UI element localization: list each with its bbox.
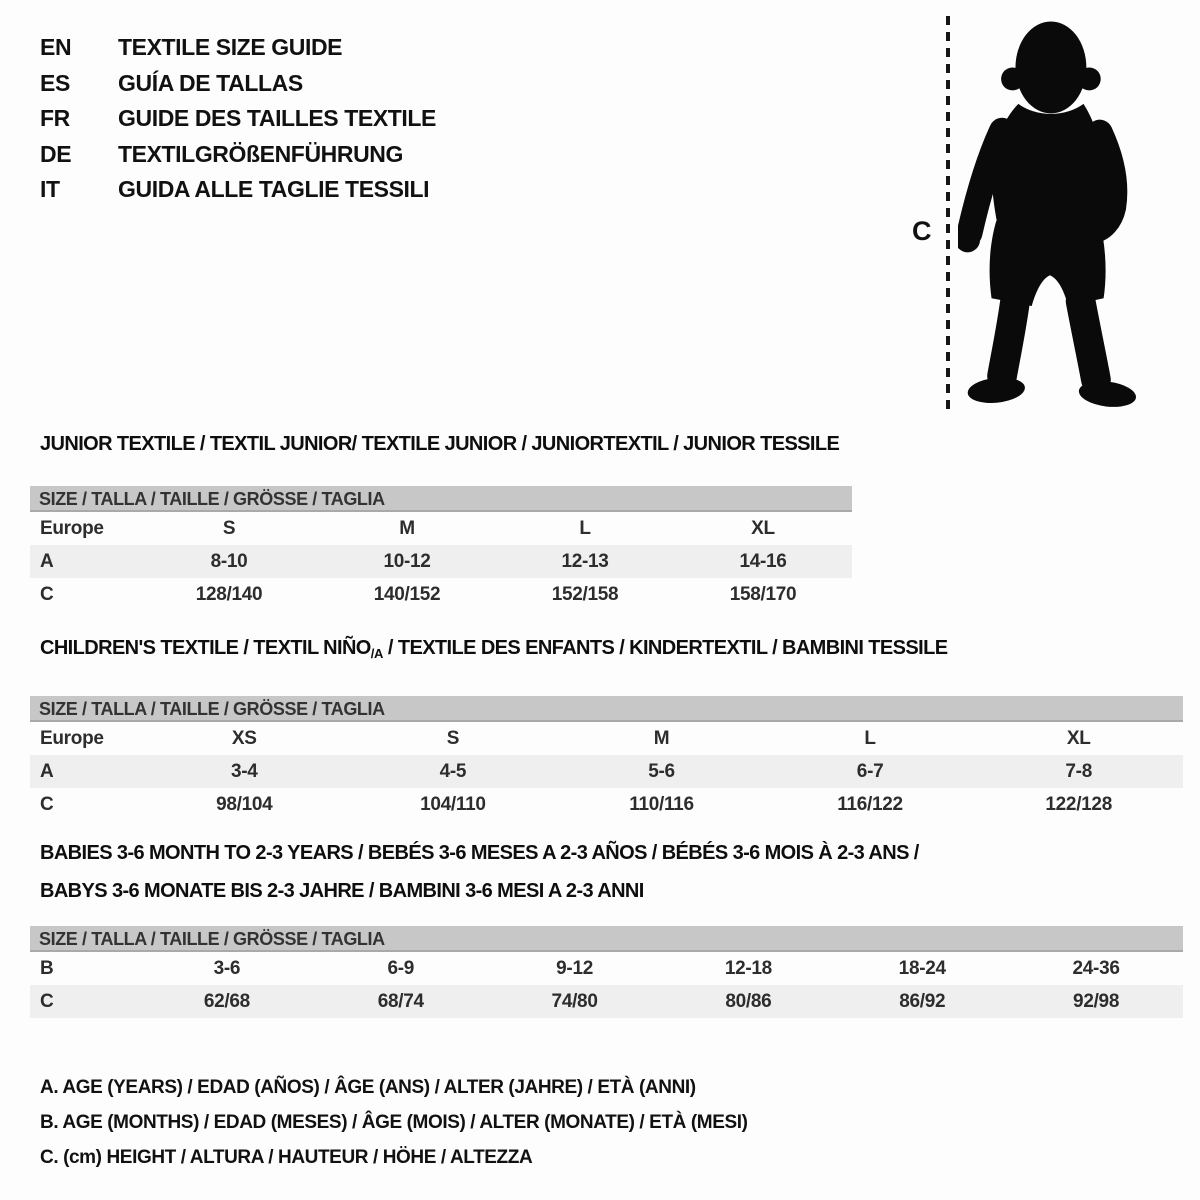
size-value-cell: 116/122	[837, 793, 903, 815]
language-title-row	[40, 172, 436, 208]
size-value-cell: 152/158	[551, 583, 619, 605]
language-guide-title: GUIDE DES TAILLES TEXTILE	[118, 105, 436, 132]
size-value-cell: 98/104	[216, 793, 273, 815]
size-value-cell: 12-18	[724, 957, 772, 979]
size-value-cell: 3-6	[213, 957, 241, 979]
size-value-cell: 6-7	[856, 760, 884, 782]
table-row	[30, 578, 852, 611]
row-label: Europe	[40, 727, 104, 749]
size-header-bar: SIZE / TALLA / TAILLE / GRÖSSE / TAGLIA	[30, 926, 1183, 952]
size-value-cell: 3-4	[231, 760, 258, 782]
size-value-cell: M	[399, 517, 415, 539]
size-value-cell: 74/80	[551, 990, 598, 1012]
size-value-cell: 104/110	[420, 793, 486, 815]
language-code: ES	[40, 69, 70, 96]
size-table	[30, 512, 852, 611]
size-value-cell: 12-13	[561, 550, 609, 572]
size-value-cell: 68/74	[377, 990, 424, 1012]
section-title	[30, 834, 1183, 910]
legend-line-c: C. (cm) HEIGHT / ALTURA / HAUTEUR / HÖHE / ALTEZZA	[40, 1147, 533, 1168]
language-guide-title: TEXTILE SIZE GUIDE	[118, 34, 343, 61]
table-row	[30, 512, 852, 545]
language-guide-title: GUIDA ALLE TAGLIE TESSILI	[118, 176, 430, 203]
height-measure-dashed-line	[946, 16, 950, 414]
size-value-cell: 5-6	[648, 760, 675, 782]
size-value-cell: 14-16	[739, 550, 787, 572]
size-value-cell: 9-12	[556, 957, 593, 979]
table-row	[30, 545, 852, 578]
size-value-cell: 92/98	[1073, 990, 1120, 1012]
size-value-cell: 110/116	[629, 793, 694, 815]
language-title-row	[40, 66, 436, 102]
size-value-cell: XS	[231, 727, 257, 749]
language-code: EN	[40, 34, 72, 61]
size-header-bar: SIZE / TALLA / TAILLE / GRÖSSE / TAGLIA	[30, 696, 1183, 722]
row-label: C	[40, 990, 54, 1012]
row-label: C	[40, 583, 54, 605]
language-code: IT	[40, 176, 60, 203]
size-value-cell: 24-36	[1072, 957, 1120, 979]
size-value-cell: M	[653, 727, 670, 749]
legend-line-a: A. AGE (YEARS) / EDAD (AÑOS) / ÂGE (ANS) / ALTER (JAHRE) / ETÀ (ANNI)	[40, 1077, 696, 1098]
table-row	[30, 755, 1183, 788]
table-row	[30, 952, 1183, 985]
size-value-cell: 62/68	[203, 990, 250, 1012]
size-value-cell: S	[446, 727, 460, 749]
table-row	[30, 722, 1183, 755]
language-title-row	[40, 137, 436, 173]
height-measure-label: C	[912, 216, 932, 246]
row-label: A	[40, 760, 54, 782]
row-label: A	[40, 550, 54, 572]
measurement-legend	[40, 1070, 748, 1175]
size-value-cell: S	[222, 517, 236, 539]
legend-line-b: B. AGE (MONTHS) / EDAD (MESES) / ÂGE (MOIS) / ALTER (MONATE) / ETÀ (MESI)	[40, 1112, 748, 1133]
row-label: C	[40, 793, 54, 815]
size-value-cell: 18-24	[898, 957, 946, 979]
size-table	[30, 952, 1183, 1018]
size-value-cell: 4-5	[439, 760, 467, 782]
size-value-cell: 6-9	[387, 957, 415, 979]
size-value-cell: 80/86	[725, 990, 772, 1012]
section-title-line: BABIES 3-6 MONTH TO 2-3 YEARS / BEBÉS 3-6 MESES A 2-3 AÑOS / BÉBÉS 3-6 MOIS À 2-3 ANS /	[40, 842, 919, 864]
section-title	[30, 432, 852, 456]
size-value-cell: 10-12	[383, 550, 431, 572]
size-value-cell: 140/152	[373, 583, 441, 605]
toddler-silhouette-icon	[958, 14, 1140, 414]
size-header-bar: SIZE / TALLA / TAILLE / GRÖSSE / TAGLIA	[30, 486, 852, 512]
row-label: B	[40, 957, 54, 979]
language-title-row	[40, 30, 436, 66]
table-row	[30, 985, 1183, 1018]
language-title-row	[40, 101, 436, 137]
language-title-list	[40, 30, 436, 208]
size-value-cell: 128/140	[195, 583, 263, 605]
size-table	[30, 722, 1183, 821]
size-value-cell: 158/170	[729, 583, 797, 605]
language-guide-title: TEXTILGRÖßENFÜHRUNG	[118, 140, 403, 167]
language-guide-title: GUÍA DE TALLAS	[118, 69, 303, 96]
size-value-cell: 122/128	[1045, 793, 1112, 815]
section-title-line: BABYS 3-6 MONATE BIS 2-3 JAHRE / BAMBINI 3-6 MESI A 2-3 ANNI	[40, 880, 644, 902]
row-label: Europe	[40, 517, 104, 539]
language-code: FR	[40, 105, 70, 132]
size-value-cell: 7-8	[1065, 760, 1092, 782]
table-row	[30, 788, 1183, 821]
size-value-cell: 8-10	[210, 550, 248, 572]
size-value-cell: 86/92	[899, 990, 946, 1012]
size-value-cell: L	[579, 517, 591, 539]
size-value-cell: L	[864, 727, 876, 749]
section-title-line: CHILDREN'S TEXTILE / TEXTIL $NIÑO_{/A}$ / TEXTILE DES ENFANTS / KINDERTEXTIL / BAMBINI TESSILE	[40, 637, 948, 661]
size-value-cell: XL	[1066, 727, 1091, 749]
section-title	[30, 636, 1183, 666]
section-junior-textile	[30, 432, 852, 611]
section-childrens-textile	[30, 636, 1183, 821]
language-code: DE	[40, 140, 72, 167]
size-value-cell: XL	[751, 517, 775, 539]
section-babies-textile	[30, 834, 1183, 1018]
section-title-line: JUNIOR TEXTILE / TEXTIL JUNIOR/ TEXTILE JUNIOR / JUNIORTEXTIL / JUNIOR TESSILE	[40, 433, 840, 455]
